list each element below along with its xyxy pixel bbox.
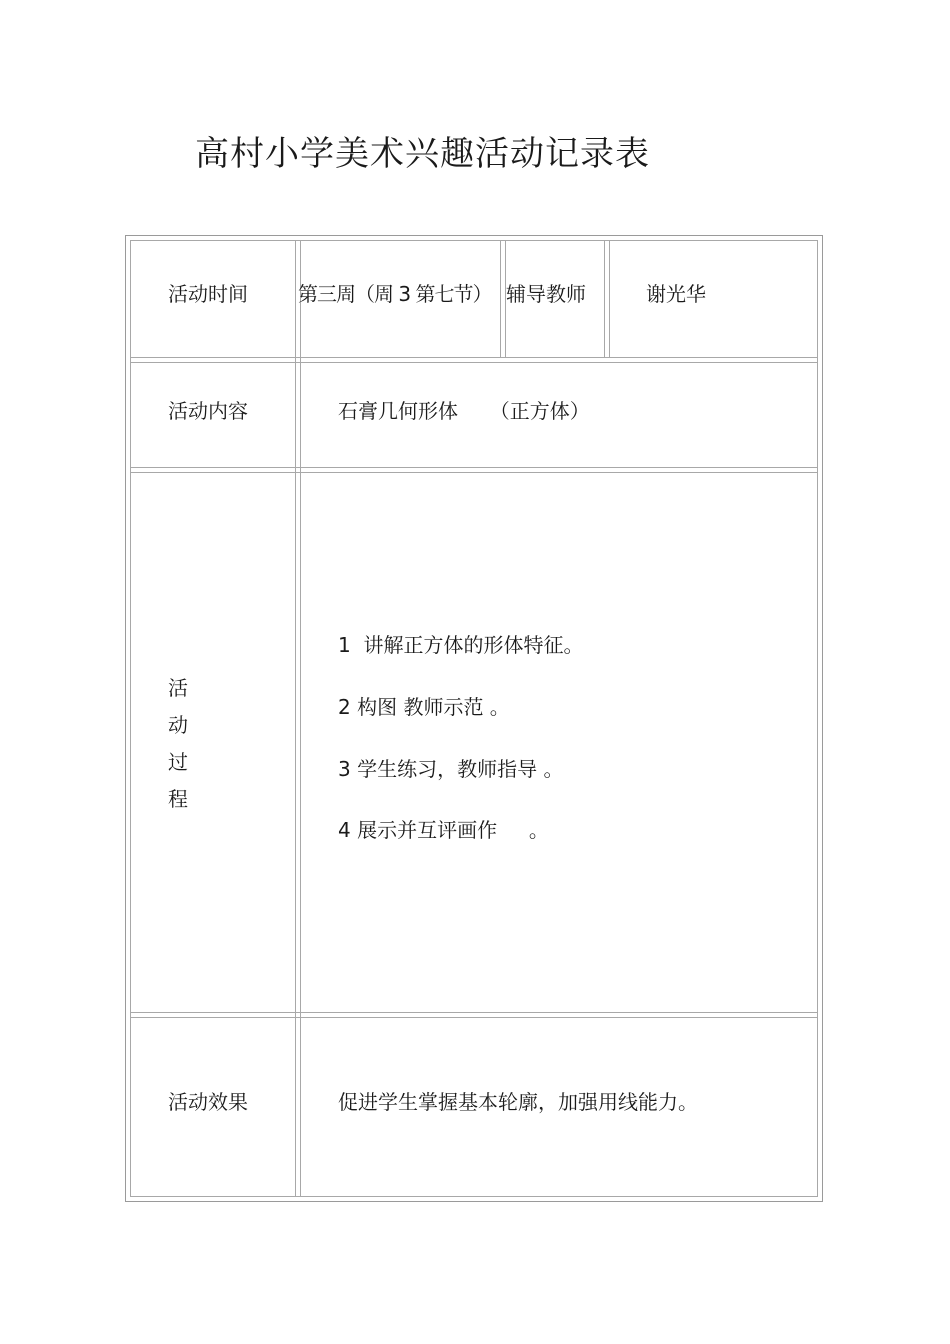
activity-time-label: 活动时间 (168, 282, 248, 306)
column-divider (500, 241, 501, 358)
row-divider (131, 362, 817, 363)
row-divider (131, 1012, 817, 1013)
process-step: 3 学生练习，教师指导 。 (338, 757, 564, 781)
process-step: 1 讲解正方体的形体特征。 (338, 633, 584, 657)
activity-effect-value: 促进学生掌握基本轮廓，加强用线能力。 (338, 1090, 698, 1114)
column-divider (609, 241, 610, 358)
activity-content-label: 活动内容 (168, 399, 248, 423)
row-divider (131, 357, 817, 358)
teacher-label: 辅导教师 (506, 282, 586, 306)
activity-content-value: 石膏几何形体 （正方体） (338, 399, 590, 423)
document-title: 高村小学美术兴趣活动记录表 (195, 134, 650, 174)
teacher-name: 谢光华 (646, 282, 706, 306)
column-divider (300, 241, 301, 1196)
column-divider (295, 241, 296, 1196)
row-divider (131, 1017, 817, 1018)
activity-process-label: 活动过程 (168, 676, 188, 811)
process-step: 4 展示并互评画作 。 (338, 818, 549, 842)
activity-time-value: 第三周（周 3 第七节） (298, 282, 492, 306)
row-divider (131, 472, 817, 473)
activity-effect-label: 活动效果 (168, 1090, 248, 1114)
column-divider (604, 241, 605, 358)
process-step: 2 构图 教师示范 。 (338, 695, 510, 719)
row-divider (131, 467, 817, 468)
